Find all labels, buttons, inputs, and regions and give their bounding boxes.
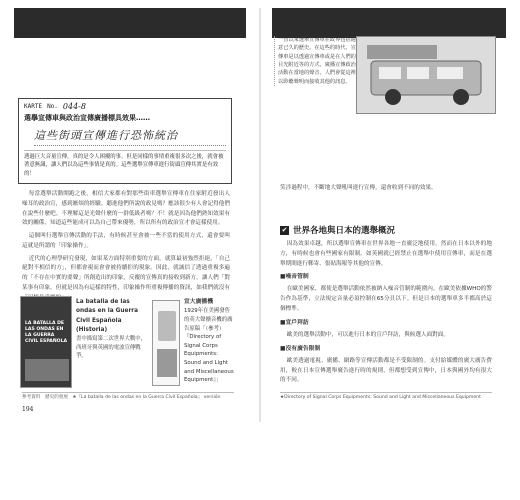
book-caption — [76, 298, 150, 361]
amplifier-shape — [157, 349, 177, 377]
karte-label: KARTE — [24, 103, 43, 110]
section-heading — [280, 224, 395, 236]
subheading-door-to-door: ■宣戶拜訪 — [280, 319, 309, 326]
book-caption-body: 書中描寫第二次世界大戰中，西班牙與英國的電波宣傳戰爭。 — [76, 336, 147, 360]
paragraph-noise: 在歐美國家，都使是選舉活動依然被納入噪音管制的範圍內。在歐美依據WHO的警告作為基準，立法規定音量必須控制在65分貝以下。但是日本的選舉車多半都高於這個標準。 — [280, 286, 492, 313]
photo-caption: 一直以來選舉宣傳車在政界包括過意已久的歷史。在這些的時代，宣傳車是以透過宣傳車或是在人們的目光附近等的方式，廣播宣傳政治活動在當地的聲音，人們會從這裡以聆聽聲明而接收其他的訊息。 — [274, 36, 358, 86]
left-paragraph: 近代的心理學研究發現，如果某方面特別重要的方面，就算最初強烈拒絕，「自己絕對不相信的方」，但都會視而會會被持續拒的現象。因此，就誠信了透過重複多遍的「不存在中實的要聲」所創造出的印象，反覆的宣傳真的接收到新方。讓人們「對某事有印象。但就是因為有這樣的特性，印象操作所重複傳播的資訊，如我們就沒有 — [22, 255, 230, 292]
paragraph-door-to-door: 歐美的選舉活動中，可以進行日本的宣戶拜訪，與候選人面對面。 — [286, 331, 449, 338]
campaign-truck-photo — [356, 36, 496, 114]
karte-handwritten-answer: 這些街頭宣傳進行恐怖統治 — [34, 127, 226, 146]
section-intro: 因為效果卓越，所以選舉宣傳車在世界各地一直廣泛地使用。然而在日本以外的地方，有時候也會有些國家有限制。如英國就已經禁止在選舉中使用宣傳車，而是在選舉期間進行郵寄、張貼海報等其他的宣傳。 — [280, 241, 492, 267]
karte-tag — [24, 102, 226, 111]
left-paragraph: 每當選舉活動開跑之後，相信大家都有對那些街車選舉宣傳車在住家附近發出人噪耳的政治宣，感到厭煩的經驗。聽進他們所說的政見嗎？應該很少有人會記得他們在說些什麼吧。不理解這是光聲什麼的一群低級者嗎？不！就是因為他們熟知效果有效的關係，知道這些能成可以為自己帶來優勢，所以所有的政治宣才會這樣使用。 — [22, 191, 230, 227]
right-body-text — [280, 240, 492, 389]
right-intro-text: 笑涉過程中，不斷地大聲吼叫進行宣傳，還會收到不同的效果。 — [280, 185, 437, 191]
van-illustration — [357, 37, 495, 113]
sound-caption-body: 1929年在美國發售的英大聲擴音機的廣告原稿「（參考）『Directory of Signal Corps Equipments: Sound and Light and Miscellaneous Equipment』」 — [184, 308, 234, 384]
book-spine — [259, 8, 261, 422]
right-footnote: ★Directory of Signal Corps Equipments: Sound and Light and Miscellaneous Equipment — [280, 392, 492, 402]
sound-equipment-image — [152, 300, 180, 386]
karte-card — [18, 98, 232, 184]
footnote-source-label: 參考資料 歷史的發展 — [22, 395, 68, 400]
check-icon: ✔ — [281, 225, 288, 234]
karte-question: 選擧宣傳車與政治宣傳廣播標具效果…… — [24, 114, 150, 122]
page-number: 194 — [22, 406, 34, 413]
right-header-bar — [272, 8, 506, 38]
book-cover-title: LA BATALLA DE LAS ONDAS EN LA GUERRA CIVIL ESPAÑOLA — [25, 321, 68, 344]
book-cover-illustration — [25, 359, 69, 381]
subheading-noise: ■噪音管制 — [280, 274, 309, 281]
footnote-source: ★『La batalla de las ondas en la Guerra Civil Española』 versión — [72, 395, 221, 400]
section-title: 世界各地與日本的選舉概況 — [293, 226, 396, 236]
sound-equipment-caption — [184, 298, 234, 385]
paragraph-ads: 歐美透過電視、廣播、網路等宣傳活動都是不受限制的。支付給媒體的廣大廣告費用，較在日本宣傳選舉廣告進行時的規則，但都想受到宣傳中，日本與國外均有很大的不同。 — [280, 357, 492, 384]
subheading-ads: ■沒有廣告限制 — [280, 345, 321, 352]
karte-no-label: No. — [47, 103, 58, 110]
karte-number: 044-8 — [62, 102, 86, 111]
left-header-bar — [14, 8, 246, 38]
loudspeaker-shape — [158, 311, 176, 341]
book-caption-title: La batalla de las ondas en la Guerra Civil Española (Historia) — [76, 299, 139, 333]
left-body-text — [22, 190, 230, 307]
left-footnote — [22, 392, 234, 402]
left-paragraph: 這個叫行選舉宣傳活動的手法，有時候甚至會被一些不當的使用方式，還會要叫這就是所謂的「印象操作」。 — [22, 233, 230, 249]
karte-answer: 透過巨大音量宣傳，真的是令人困擾的事。但是同樣的事情重複很多次之後，就會被著意無識，讓人們以為這些事情是真的。這些選舉宣傳車進行街頭宣傳其實是有效的！ — [24, 150, 226, 178]
book-cover-image — [20, 296, 72, 388]
sound-caption-title: 宣大廣播機 — [184, 299, 213, 305]
